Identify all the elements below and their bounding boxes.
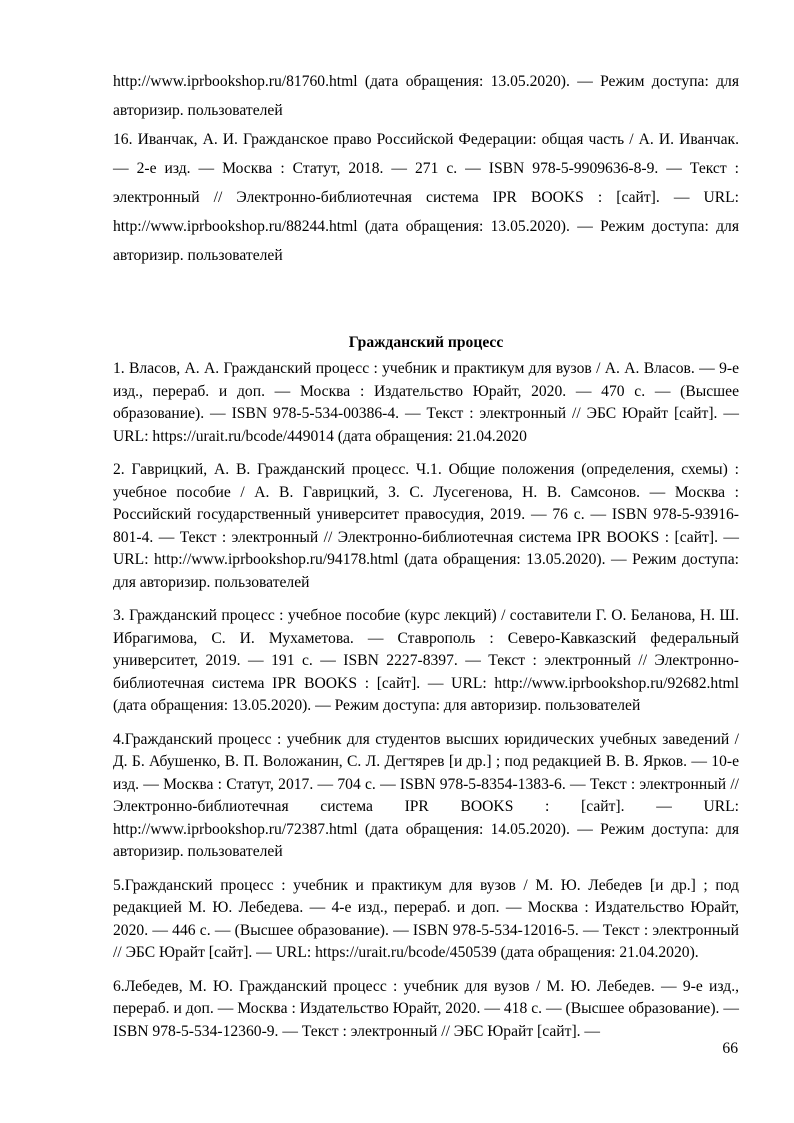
reference-item: 3. Гражданский процесс : учебное пособие (курс лекций) / составители Г. О. Беланова, Н. Ш. Ибрагимова, С. И. Мухаметова. — Ставрополь : Северо-Кавказский федеральный университет, 2019. — 191 с. — ISBN 2227-8397. — Текст : электронный // Электронно-библиотечная система IPR BOOKS : [сайт]. — URL: http://www.iprbookshop.ru/92682.html (дата обращения: 13.05.2020). — Режим доступа: для авторизир. пользователей [113, 607, 739, 714]
page-content [113, 67, 739, 1054]
reference-item: 4.Гражданский процесс : учебник для студентов высших юридических учебных заведений / Д. Б. Абушенко, В. П. Воложанин, С. Л. Дегтярев [и др.] ; под редакцией В. В. Ярков. — 10-е изд. — Москва : Статут, 2017. — 704 с. — ISBN 978-5-8354-1383-6. — Текст : электронный // Электронно-библиотечная система IPR BOOKS : [сайт]. — URL: http://www.iprbookshop.ru/72387.html (дата обращения: 14.05.2020). — Режим доступа: для авторизир. пользователей [113, 730, 739, 860]
reference-item: 16. Иванчак, А. И. Гражданское право Российской Федерации: общая часть / А. И. Иванчак. — 2-е изд. — Москва : Статут, 2018. — 271 с. — ISBN 978-5-9909636-8-9. — Текст : электронный // Электронно-библиотечная система IPR BOOKS : [сайт]. — URL: http://www.iprbookshop.ru/88244.html (дата обращения: 13.05.2020). — Режим доступа: для авторизир. пользователей [113, 131, 739, 264]
reference-item: 2. Гаврицкий, А. В. Гражданский процесс. Ч.1. Общие положения (определения, схемы) : учебное пособие / А. В. Гаврицкий, З. С. Лусегенова, Н. В. Самсонов. — Москва : Российский государственный университет правосудия, 2019. — 76 с. — ISBN 978-5-93916-801-4. — Текст : электронный // Электронно-библиотечная система IPR BOOKS : [сайт]. — URL: http://www.iprbookshop.ru/94178.html (дата обращения: 13.05.2020). — Режим доступа: для авторизир. пользователей [113, 461, 739, 591]
page-number: 66 [722, 1040, 738, 1057]
reference-item: 5.Гражданский процесс : учебник и практикум для вузов / М. Ю. Лебедев [и др.] ; под редакцией М. Ю. Лебедева. — 4-е изд., перераб. и доп. — Москва : Издательство Юрайт, 2020. — 446 с. — (Высшее образование). — ISBN 978-5-534-12016-5. — Текст : электронный // ЭБС Юрайт [сайт]. — URL: https://urait.ru/bcode/450539 (дата обращения: 21.04.2020). [113, 876, 739, 961]
reference-item: 1. Власов, А. А. Гражданский процесс : учебник и практикум для вузов / А. А. Власов. — 9-е изд., перераб. и доп. — Москва : Издательство Юрайт, 2020. — 470 с. — (Высшее образование). — ISBN 978-5-534-00386-4. — Текст : электронный // ЭБС Юрайт [сайт]. — URL: https://urait.ru/bcode/449014 (дата обращения: 21.04.2020 [113, 360, 739, 445]
section-title: Гражданский процесс [348, 334, 504, 351]
reference-item: 6.Лебедев, М. Ю. Гражданский процесс : учебник для вузов / М. Ю. Лебедев. — 9-е изд., перераб. и доп. — Москва : Издательство Юрайт, 2020. — 418 с. — (Высшее образование). — ISBN 978-5-534-12360-9. — Текст : электронный // ЭБС Юрайт [сайт]. — [113, 977, 739, 1040]
reference-continuation: http://www.iprbookshop.ru/81760.html (дата обращения: 13.05.2020). — Режим доступа: для авторизир. пользователей [113, 73, 739, 119]
section-spacer [113, 270, 739, 332]
